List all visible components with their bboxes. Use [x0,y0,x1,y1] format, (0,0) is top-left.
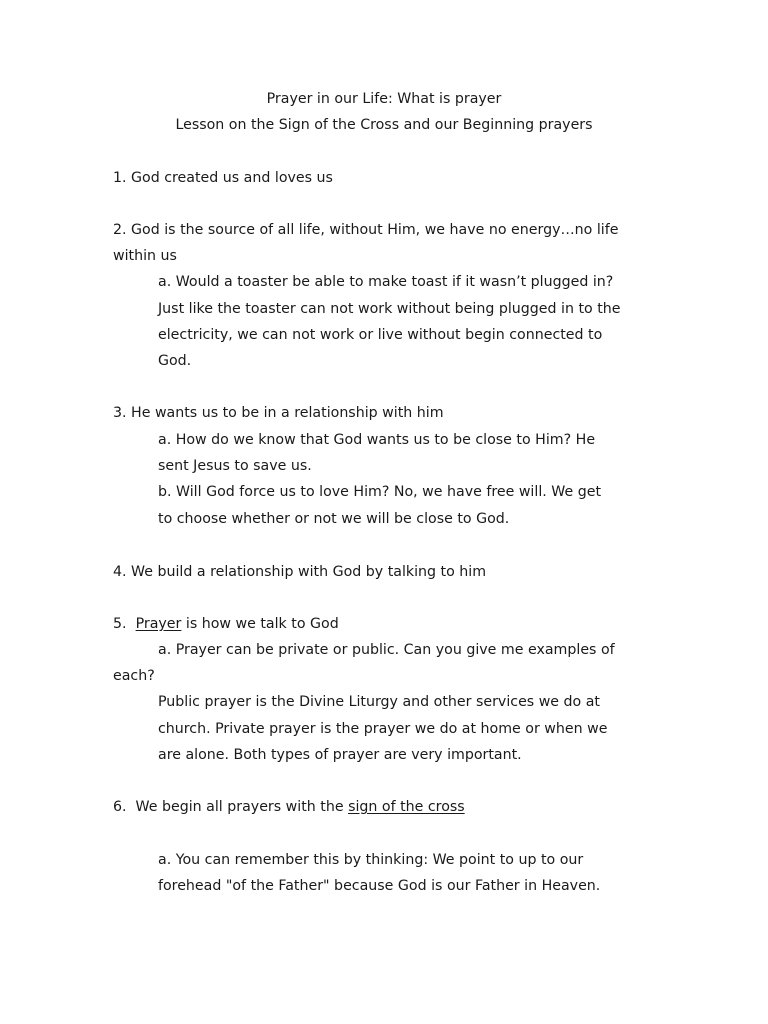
item-5-paragraph-line3: are alone. Both types of prayer are very important. [158,747,522,763]
item-3-sub-a-line1: a. How do we know that God wants us to be close to Him? He [158,432,596,448]
list-item-2-line1: 2. God is the source of all life, without Him, we have no energy…no life [113,222,619,238]
item-2-sub-a-line1: a. Would a toaster be able to make toast if it wasn’t plugged in? [158,274,614,290]
document-subtitle: Lesson on the Sign of the Cross and our Beginning prayers [175,117,593,133]
item-3-sub-b-line2: to choose whether or not we will be close to God. [158,511,510,527]
list-item-5 [113,615,339,633]
item-2-sub-a-line2: Just like the toaster can not work without being plugged in to the [158,301,621,317]
item-3-sub-b-line1: b. Will God force us to love Him? No, we have free will. We get [158,484,602,500]
item-6-text: 6. We begin all prayers with the [113,799,349,815]
item-6-sub-a-line1: a. You can remember this by thinking: We point to up to our [158,852,584,868]
item-5-sub-a-line2: each? [113,668,155,684]
item-2-sub-a-line4: God. [158,353,192,369]
list-item-4: 4. We build a relationship with God by talking to him [113,564,487,580]
list-item-3: 3. He wants us to be in a relationship with him [113,405,444,421]
item-5-number: 5. [113,616,127,632]
list-item-1: 1. God created us and loves us [113,170,333,186]
item-3-sub-a-line2: sent Jesus to save us. [158,458,312,474]
item-5-paragraph-line2: church. Private prayer is the prayer we do at home or when we [158,721,608,737]
item-5-paragraph-line1: Public prayer is the Divine Liturgy and other services we do at [158,694,600,710]
prayer-term: Prayer [135,616,182,632]
document-title: Prayer in our Life: What is prayer [266,91,502,107]
item-2-sub-a-line3: electricity, we can not work or live without begin connected to [158,327,603,343]
item-5-text: is how we talk to God [181,616,339,632]
sign-of-cross-term: sign of the cross [348,799,465,815]
item-5-sub-a-line1: a. Prayer can be private or public. Can you give me examples of [158,642,615,658]
list-item-6 [113,798,465,816]
item-6-sub-a-line2: forehead "of the Father" because God is our Father in Heaven. [158,878,601,894]
list-item-2-line2: within us [113,248,177,264]
